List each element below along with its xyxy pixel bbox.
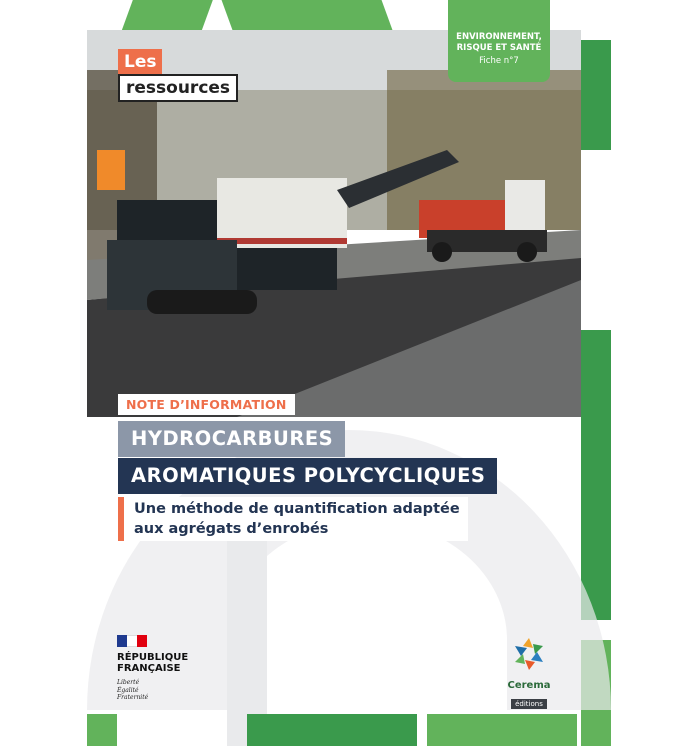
logo-les: Les [118, 49, 162, 75]
deco-shape-right-top [581, 40, 611, 150]
deco-shape-top-center [222, 0, 393, 30]
cerema-logo [504, 634, 554, 710]
cerema-name: Cerema [507, 680, 551, 691]
series-tab-line2: RISQUE ET SANTÉ [456, 43, 542, 53]
series-tab-fiche: Fiche n°7 [479, 56, 519, 66]
motto-egalite: Égalité [117, 686, 139, 694]
series-tab [448, 0, 550, 82]
cerema-imprint: éditions [511, 699, 547, 709]
deco-shape-bottom-center [247, 714, 417, 746]
deco-shape-bottom-right [427, 714, 577, 746]
note-label: NOTE D’INFORMATION [118, 394, 295, 415]
republique-line2: FRANÇAISE [117, 663, 181, 674]
subtitle-line2: aux agrégats d’enrobés [134, 521, 329, 537]
motto-fraternite: Fraternité [117, 694, 149, 701]
logo-ressources: ressources [118, 74, 238, 102]
title-line2: AROMATIQUES POLYCYCLIQUES [118, 458, 497, 494]
republique-francaise-logo [117, 635, 207, 702]
cover-page [87, 0, 611, 746]
republique-line1: RÉPUBLIQUE [117, 652, 189, 663]
deco-shape-right-middle [581, 330, 611, 620]
title-line1: HYDROCARBURES [118, 421, 345, 457]
series-tab-line1: ENVIRONNEMENT, [456, 32, 542, 42]
deco-shape-bottom-left [87, 714, 117, 746]
republique-motto [117, 679, 207, 702]
deco-shape-white-arc [227, 520, 507, 746]
marianne-flag-icon [117, 635, 147, 647]
deco-shape-top-left [121, 0, 213, 32]
subtitle [118, 497, 468, 541]
motto-liberte: Liberté [117, 679, 140, 686]
subtitle-line1: Une méthode de quantification adaptée [134, 501, 460, 517]
cerema-logo-icon [509, 634, 549, 674]
